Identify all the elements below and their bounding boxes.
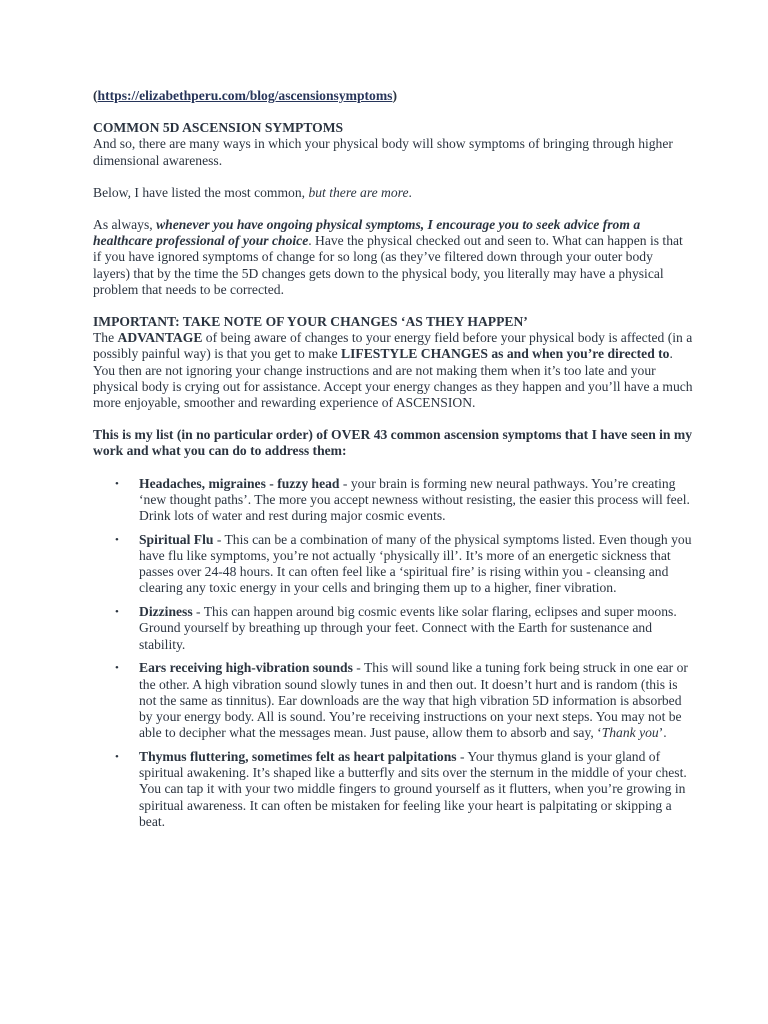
bullet-icon: • [115, 751, 119, 764]
important-heading: IMPORTANT: TAKE NOTE OF YOUR CHANGES ‘AS THEY HAPPEN’ [93, 314, 528, 330]
common-heading: COMMON 5D ASCENSION SYMPTOMS [93, 120, 344, 136]
list-item: • Ears receiving high-vibration sounds - This will sound like a tuning fork being struck in one ear or the other. A high vibration sound slowly tunes in and then out. It doesn’t hurt and is random (this is not the same as tinnitus). Ear downloads are the way that high vibration 5D information is absorbed by your energy body. All is sound. You’re receiving instructions on your next steps. You may not be able to decipher what the messages mean. Just pause, allow them to absorb and say, ‘Thank you’. [115, 660, 688, 741]
source-line [93, 88, 693, 104]
list-intro: This is my list (in no particular order) of OVER 43 common ascension symptoms that I have seen in my work and what you can do to address them: [93, 427, 693, 459]
list-item: • Dizziness - This can happen around big cosmic events like solar flaring, eclipses and super moons. Ground yourself by breathing up through your feet. Connect with the Earth for sustenance and stability. [115, 604, 677, 652]
important-paragraph: The ADVANTAGE of being aware of changes to your energy field before your physical body is affected (in a possibly painful way) is that you get to make LIFESTYLE CHANGES as and when you’re directed to. You then are not ignoring your change instructions and are not making them when it’s too late and your physical body is crying out for assistance. Accept your energy changes as they happen and you’ll have a much more enjoyable, smoother and rewarding experience of ASCENSION. [93, 330, 693, 411]
source-close-paren: ) [392, 88, 397, 103]
below-paragraph: Below, I have listed the most common, but there are more. [93, 184, 412, 200]
bullet-icon: • [115, 533, 119, 546]
bullet-icon: • [115, 662, 119, 675]
document-page [93, 88, 693, 838]
bullet-icon: • [115, 606, 119, 619]
symptom-list [93, 476, 693, 830]
source-link[interactable]: https://elizabethperu.com/blog/ascensionsymptoms [97, 88, 393, 103]
bullet-icon: • [115, 477, 119, 490]
list-item: • Headaches, migraines - fuzzy head - your brain is forming new neural pathways. You’re creating ‘new thought paths’. The more you accept newness without resisting, the easier this process will feel. Drink lots of water and rest during major cosmic events. [115, 475, 690, 524]
source-open-paren: ( [93, 88, 98, 103]
list-item: • Thymus fluttering, sometimes felt as heart palpitations - Your thymus gland is your gland of spiritual awakening. It’s shaped like a butterfly and sits over the sternum in the middle of your chest. You can tap it with your two middle fingers to ground yourself as it flutters, when you’re growing in spiritual awareness. It can often be mistaken for feeling like your heart is palpitating or skipping a beat. [115, 749, 687, 829]
always-paragraph: As always, whenever you have ongoing physical symptoms, I encourage you to seek advice from a healthcare professional of your choice. Have the physical checked out and seen to. What can happen is that if you have ignored symptoms of change for so long (as they’ve filtered down through your outer body layers) that by the time the 5D changes gets down to the physical body, you literally may have a physical problem that needs to be corrected. [93, 217, 683, 297]
common-paragraph: And so, there are many ways in which your physical body will show symptoms of bringing through higher dimensional awareness. [93, 136, 673, 168]
list-item: • Spiritual Flu - This can be a combination of many of the physical symptoms listed. Even though you have flu like symptoms, you’re not actually ‘physically ill’. It’s more of an energetic sickness that passes over 24-48 hours. It can often feel like a ‘spiritual fire’ is rising within you - cleansing and clearing any toxic energy in your cells and bringing them up to a higher, finer vibration. [115, 531, 692, 596]
